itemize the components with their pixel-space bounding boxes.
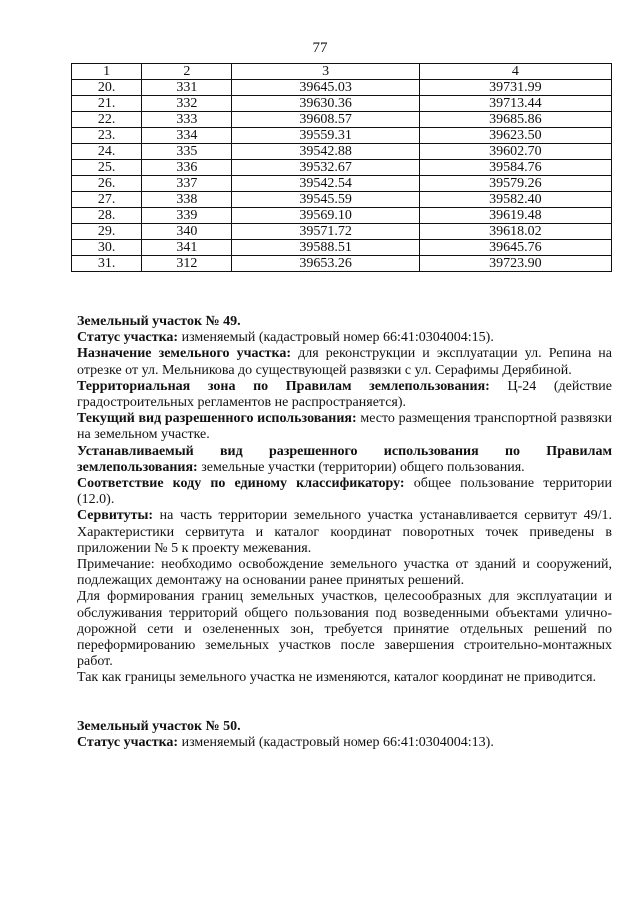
table-cell: 39542.54 — [232, 176, 419, 192]
plot-49-note-2: Для формирования границ земельных участков, целесообразных для эксплуатации и обслуживания территорий общего пользования под возведенными объектами улично-дорожной сети и озелененных зон, требуется принятие отдельных решений по переформированию земельных участков после завершения строительно-монтажных работ. — [77, 589, 612, 670]
table-row — [72, 96, 612, 112]
table-cell: 331 — [142, 80, 232, 96]
table-cell: 39645.03 — [232, 80, 419, 96]
table-cell: 22. — [72, 112, 142, 128]
table-cell: 28. — [72, 208, 142, 224]
plot-49-established-use: Устанавливаемый вид разрешенного использования по Правилам землепользования: земельные участки (территории) общего пользования. — [77, 443, 612, 475]
table-cell: 39582.40 — [419, 192, 611, 208]
table-cell: 334 — [142, 128, 232, 144]
table-cell: 23. — [72, 128, 142, 144]
column-header: 4 — [419, 64, 611, 80]
table-row — [72, 160, 612, 176]
table-cell: 333 — [142, 112, 232, 128]
plot-49-purpose: Назначение земельного участка: для реконструкции и эксплуатации ул. Репина на отрезке от ул. Мельникова до существующей развязки с ул. Серафимы Дерябиной. — [77, 346, 612, 378]
table-cell: 39542.88 — [232, 144, 419, 160]
table-cell: 39618.02 — [419, 224, 611, 240]
table-cell: 336 — [142, 160, 232, 176]
plot-49-note-3: Так как границы земельного участка не изменяются, каталог координат не приводится. — [77, 670, 597, 686]
table-cell: 39645.76 — [419, 240, 611, 256]
plot-49-classifier: Соответствие коду по единому классификатору: общее пользование территории (12.0). — [77, 476, 612, 508]
plot-49-current-use: Текущий вид разрешенного использования: место размещения транспортной развязки на земельном участке. — [77, 411, 612, 443]
table-row — [72, 80, 612, 96]
table-cell: 338 — [142, 192, 232, 208]
table-cell: 26. — [72, 176, 142, 192]
table-row — [72, 176, 612, 192]
column-header: 1 — [72, 64, 142, 80]
table-cell: 39569.10 — [232, 208, 419, 224]
table-cell: 30. — [72, 240, 142, 256]
table-cell: 39653.26 — [232, 256, 419, 272]
table-cell: 25. — [72, 160, 142, 176]
table-row — [72, 112, 612, 128]
table-cell: 29. — [72, 224, 142, 240]
plot-50-title: Земельный участок № 50. — [77, 718, 241, 734]
table-cell: 39588.51 — [232, 240, 419, 256]
column-header: 3 — [232, 64, 419, 80]
plot-49-note-1: Примечание: необходимо освобождение земельного участка от зданий и сооружений, подлежащих демонтажу на основании ранее принятых решений. — [77, 557, 612, 589]
table-row — [72, 240, 612, 256]
table-cell: 39623.50 — [419, 128, 611, 144]
table-cell: 340 — [142, 224, 232, 240]
plot-49-status: Статус участка: изменяемый (кадастровый номер 66:41:0304004:15). — [77, 330, 494, 346]
table-cell: 39532.67 — [232, 160, 419, 176]
plot-50-status: Статус участка: изменяемый (кадастровый номер 66:41:0304004:13). — [77, 734, 494, 750]
table-row — [72, 224, 612, 240]
table-cell: 39602.70 — [419, 144, 611, 160]
table-cell: 20. — [72, 80, 142, 96]
table-row — [72, 192, 612, 208]
table-cell: 39545.59 — [232, 192, 419, 208]
table-body — [72, 80, 612, 272]
table-cell: 39713.44 — [419, 96, 611, 112]
table-cell: 312 — [142, 256, 232, 272]
table-row — [72, 128, 612, 144]
table-row — [72, 208, 612, 224]
table-cell: 332 — [142, 96, 232, 112]
table-row — [72, 144, 612, 160]
plot-49-servitudes: Сервитуты: на часть территории земельного участка устанавливается сервитут 49/1. Характеристики сервитута и каталог координат поворотных точек приведены в приложении № 5 к проекту межевания. — [77, 508, 612, 556]
table-header-row — [72, 64, 612, 80]
table-cell: 339 — [142, 208, 232, 224]
page-number: 77 — [312, 40, 328, 56]
table-cell: 337 — [142, 176, 232, 192]
table-cell: 24. — [72, 144, 142, 160]
plot-49-title: Земельный участок № 49. — [77, 314, 241, 329]
table-cell: 27. — [72, 192, 142, 208]
coordinates-table — [71, 63, 612, 272]
table-row — [72, 256, 612, 272]
table-cell: 39685.86 — [419, 112, 611, 128]
table-cell: 335 — [142, 144, 232, 160]
table-cell: 341 — [142, 240, 232, 256]
table-cell: 31. — [72, 256, 142, 272]
plot-49-zone: Территориальная зона по Правилам землепользования: Ц-24 (действие градостроительных регламентов не распространяется). — [77, 378, 612, 411]
table-cell: 39630.36 — [232, 96, 419, 112]
table-cell: 39584.76 — [419, 160, 611, 176]
table-cell: 39559.31 — [232, 128, 419, 144]
column-header: 2 — [142, 64, 232, 80]
table-cell: 39608.57 — [232, 112, 419, 128]
document-text — [77, 314, 612, 751]
table-cell: 39619.48 — [419, 208, 611, 224]
table-cell: 39723.90 — [419, 256, 611, 272]
table-cell: 21. — [72, 96, 142, 112]
table-cell: 39731.99 — [419, 80, 611, 96]
table-cell: 39579.26 — [419, 176, 611, 192]
table-cell: 39571.72 — [232, 224, 419, 240]
